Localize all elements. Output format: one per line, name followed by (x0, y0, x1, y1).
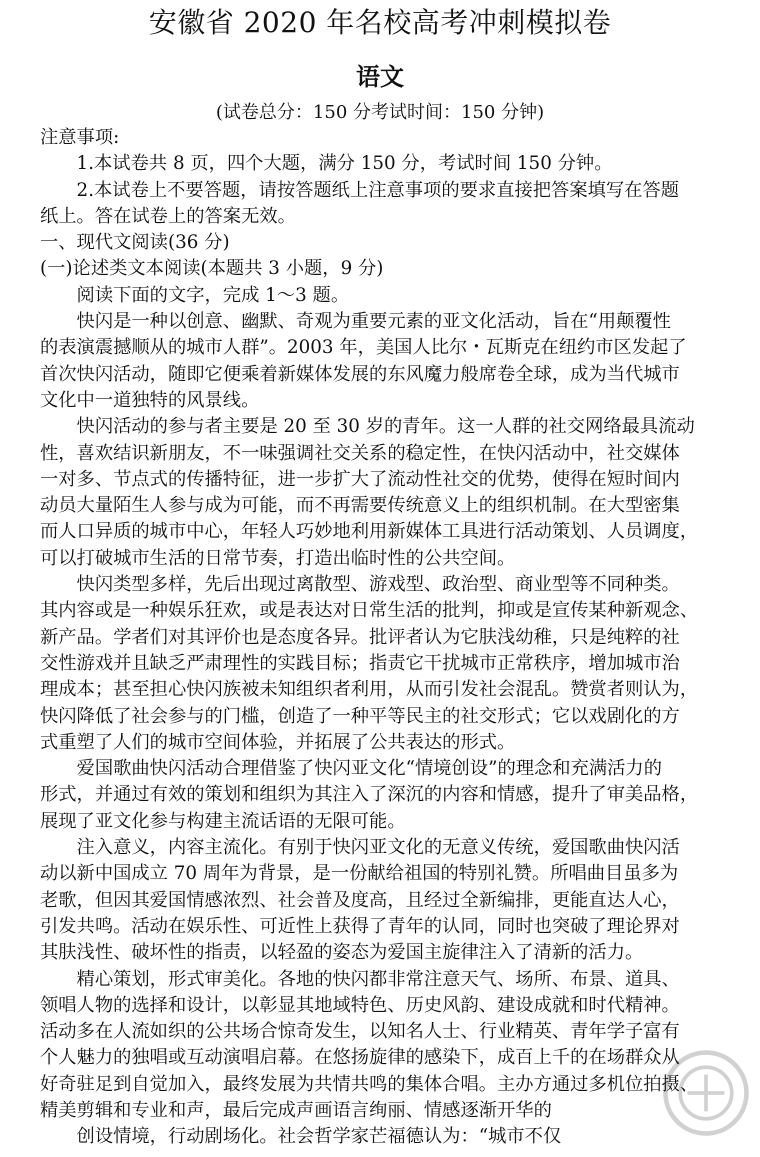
text-line: 1.本试卷共 8 页，四个大题，满分 150 分，考试时间 150 分钟。 (40, 153, 613, 175)
text-line: 交性游戏并且缺乏严肃理性的实践目标；指责它干扰城市正常秩序，增加城市治 (40, 652, 680, 674)
text-line: 式重塑了人们的城市空间体验，并拓展了公共表达的形式。 (40, 731, 516, 753)
text-line: 快闪活动的参与者主要是 20 至 30 岁的青年。这一人群的社交网络最具流动 (40, 416, 695, 438)
text-line: 注入意义，内容主流化。有别于快闪亚文化的无意义传统，爱国歌曲快闪活 (40, 837, 680, 859)
text-line: 文化中一道独特的风景线。 (40, 389, 260, 411)
text-line: 理成本；甚至担心快闪族被未知组织者利用，从而引发社会混乱。赞赏者则认为， (40, 679, 699, 701)
text-line: 动员大量陌生人参与成为可能，而不再需要传统意义上的组织机制。在大型密集 (40, 495, 680, 517)
text-line: 其内容或是一种娱乐狂欢，或是表达对日常生活的批判，抑或是宣传某种新观念、 (40, 600, 699, 622)
text-line: 首次快闪活动，随即它便乘着新媒体发展的东风魔力般席卷全球，成为当代城市 (40, 363, 680, 385)
text-line: 展现了亚文化参与构建主流话语的无限可能。 (40, 810, 406, 832)
text-line: 的表演震撼顺从的城市人群”。2003 年，美国人比尔・瓦斯克在纽约市区发起了 (40, 337, 687, 359)
text-line: 爱国歌曲快闪活动合理借鉴了快闪亚文化“情境创设”的理念和充满活力的 (40, 758, 662, 780)
text-line: 快闪类型多样，先后出现过离散型、游戏型、政治型、商业型等不同种类。 (40, 574, 680, 596)
text-line: 可以打破城市生活的日常节奏，打造出临时性的公共空间。 (40, 547, 516, 569)
text-line: 快闪降低了社会参与的门槛，创造了一种平等民主的社交形式；它以戏剧化的方 (40, 705, 680, 727)
watermark-logo-icon (660, 1047, 752, 1139)
text-line: 领唱人物的选择和设计，以彰显其地域特色、历史风韵、建设成就和时代精神。 (40, 994, 680, 1016)
text-line: 其肤浅性、破坏性的指责，以轻盈的姿态为爱国主旋律注入了清新的活力。 (40, 942, 644, 964)
text-line: 注意事项: (40, 127, 120, 148)
exam-title: 安徽省 2020 年名校高考冲刺模拟卷 (148, 6, 612, 39)
text-line: 阅读下面的文字，完成 1～3 题。 (40, 284, 350, 306)
text-line: 快闪是一种以创意、幽默、奇观为重要元素的亚文化活动，旨在“用颠覆性 (40, 311, 671, 333)
text-line: 引发共鸣。活动在娱乐性、可近性上获得了青年的认同，同时也突破了理论界对 (40, 915, 680, 937)
text-line: (一)论述类文本阅读(本题共 3 小题，9 分) (40, 258, 384, 280)
text-line: 精心策划，形式审美化。各地的快闪都非常注意天气、场所、布景、道具、 (40, 968, 680, 990)
text-line: 动以新中国成立 70 周年为背景，是一份献给祖国的特别礼赞。所唱曲目虽多为 (40, 863, 679, 885)
text-line: 活动多在人流如织的公共场合惊奇发生，以知名人士、行业精英、青年学子富有 (40, 1021, 680, 1043)
text-line: 精美剪辑和专业和声，最后完成声画语言绚丽、情感逐渐开华的 (40, 1099, 552, 1121)
text-line: 一、现代文阅读(36 分) (40, 232, 230, 254)
text-line: 而人口异质的城市中心，年轻人巧妙地利用新媒体工具进行活动策划、人员调度， (40, 521, 699, 543)
text-line: 创设情境，行动剧场化。社会哲学家芒福德认为：“城市不仅 (40, 1126, 562, 1148)
text-line: 个人魅力的独唱或互动演唱启幕。在悠扬旋律的感染下，成百上千的在场群众从 (40, 1047, 680, 1069)
exam-info: (试卷总分：150 分考试时间：150 分钟) (215, 102, 545, 123)
text-line: 老歌，但因其爱国情感浓烈、社会普及度高，且经过全新编排，更能直达人心， (40, 889, 680, 911)
body-text (40, 125, 756, 1151)
text-line: 新产品。学者们对其评价也是态度各异。批评者认为它肤浅幼稚，只是纯粹的社 (40, 626, 680, 648)
text-line: 形式，并通过有效的策划和组织为其注入了深沉的内容和情感，提升了审美品格， (40, 784, 699, 806)
text-line: 一对多、节点式的传播特征，进一步扩大了流动性社交的优势，使得在短时间内 (40, 468, 680, 490)
text-line: 好奇驻足到自觉加入，最终发展为共情共鸣的集体合唱。主办方通过多机位拍摄、 (40, 1073, 699, 1095)
text-line: 性，喜欢结识新朋友，不一味强调社交关系的稳定性，在快闪活动中，社交媒体 (40, 442, 680, 464)
subject-heading: 语文 (356, 62, 404, 91)
text-line: 2.本试卷上不要答题，请按答题纸上注意事项的要求直接把答案填写在答题 (40, 179, 680, 201)
text-line: 纸上。答在试卷上的答案无效。 (40, 205, 296, 227)
